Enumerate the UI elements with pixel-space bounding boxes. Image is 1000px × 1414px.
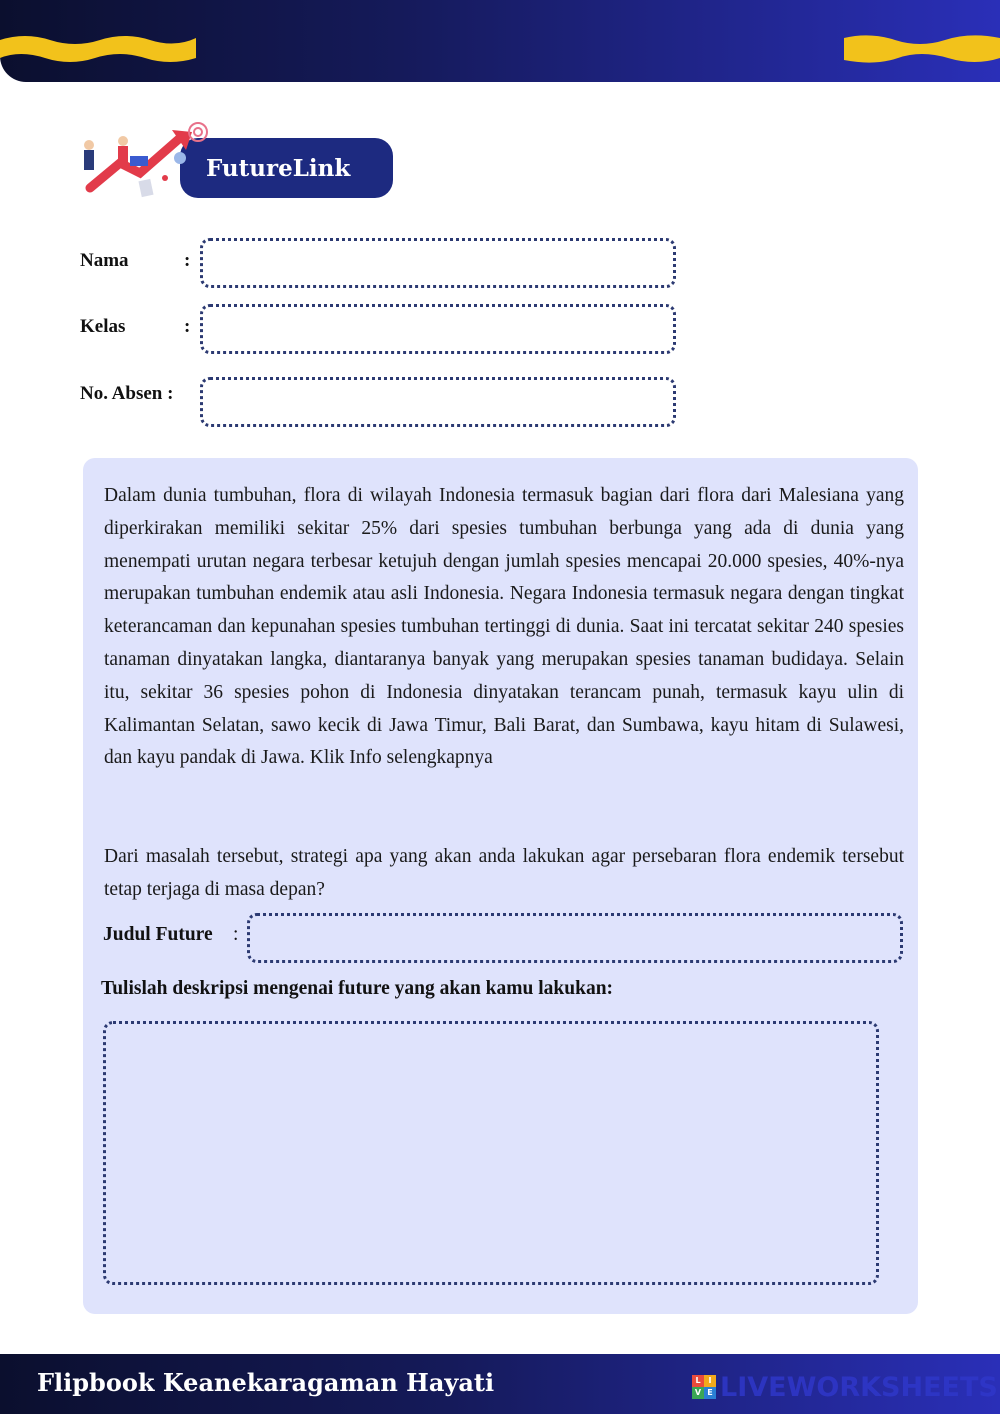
absen-label: No. Absen :: [80, 383, 174, 404]
absen-row: [80, 377, 680, 427]
logo-title: FutureLink: [180, 138, 393, 198]
futurelink-logo: [80, 118, 400, 208]
description-label: Tulislah deskripsi mengenai future yang akan kamu lakukan:: [101, 978, 614, 999]
flora-paragraph: Dalam dunia tumbuhan, flora di wilayah Indonesia termasuk bagian dari flora dari Malesiana yang diperkirakan memiliki sekitar 25% dari spesies tumbuhan berbunga yang ada di dunia yang menempati urutan negara terbesar ketujuh dengan jumlah spesies mencapai 20.000 spesies, 40%-nya merupakan tumbuhan endemik atau asli Indonesia. Negara Indonesia termasuk negara dengan tingkat keterancaman dan kepunahan spesies tumbuhan tertinggi di dunia. Saat ini tercatat sekitar 240 spesies tanaman dinyatakan langka, diantaranya banyak yang merupakan spesies tanaman budidaya. Selain itu, sekitar 36 spesies pohon di Indonesia dinyatakan terancam punah, termasuk kayu ulin di Kalimantan Selatan, sawo kecik di Jawa Timur, Bali Barat, dan Sumbawa, kayu hitam di Sulawesi, dan kayu pandak di Jawa. Klik Info selengkapnya: [104, 485, 904, 769]
footer-band: [0, 1354, 1000, 1414]
liveworksheets-text: LIVEWORKSHEETS: [720, 1371, 998, 1403]
kelas-row: [80, 304, 680, 354]
question-text: Dari masalah tersebut, strategi apa yang akan anda lakukan agar persebaran flora endemik tersebut tetap terjaga di masa depan?: [104, 846, 904, 900]
judul-future-label: Judul Future: [103, 924, 213, 945]
footer-title: Flipbook Keanekaragaman Hayati: [37, 1368, 495, 1397]
nama-colon: :: [184, 250, 191, 271]
nama-input[interactable]: [200, 238, 676, 288]
growth-arrow-illustration: [80, 118, 215, 208]
judul-future-input[interactable]: [247, 913, 903, 963]
kelas-colon: :: [184, 316, 191, 337]
nama-label: Nama: [80, 250, 129, 271]
kelas-input[interactable]: [200, 304, 676, 354]
content-panel: [83, 458, 918, 1314]
yellow-wave-right: [840, 30, 1000, 66]
absen-input[interactable]: [200, 377, 676, 427]
yellow-wave-left: [0, 30, 200, 66]
description-textarea[interactable]: [103, 1021, 879, 1285]
judul-future-colon: :: [233, 924, 239, 945]
header-band: [0, 0, 1000, 82]
nama-row: [80, 238, 680, 288]
kelas-label: Kelas: [80, 316, 126, 337]
liveworksheets-logo: [692, 1371, 998, 1403]
liveworksheets-icon: L I V E: [692, 1375, 716, 1399]
